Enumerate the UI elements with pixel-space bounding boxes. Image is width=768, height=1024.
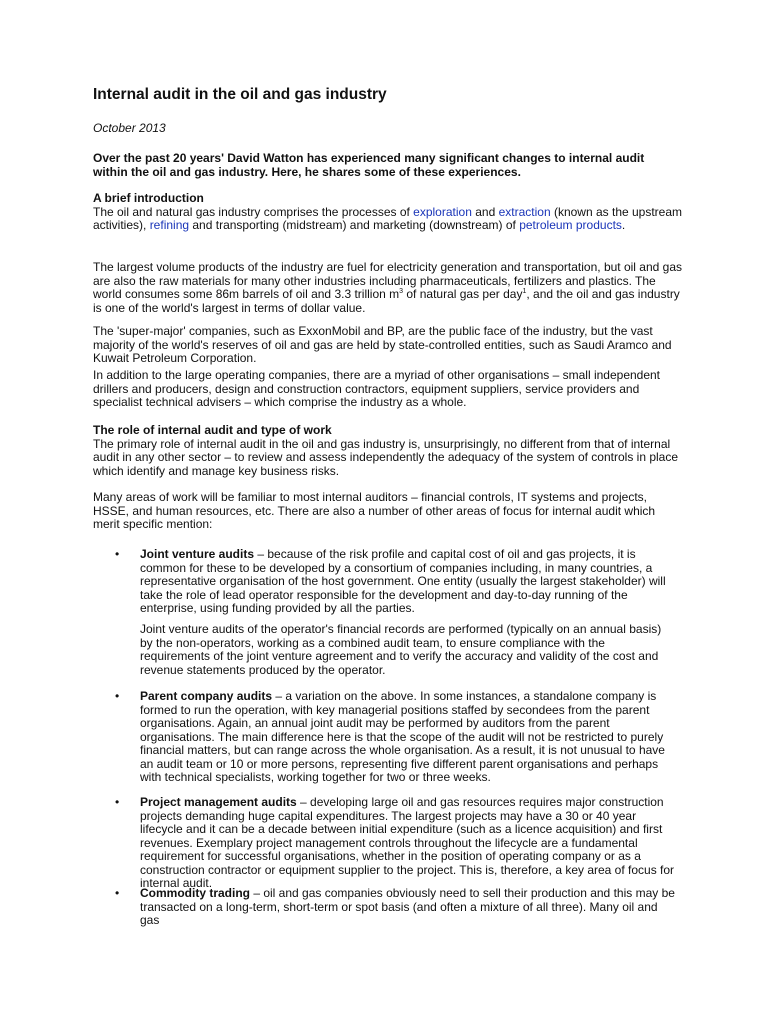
joint-venture-subparagraph: Joint venture audits of the operator's financial records are performed (typically on an annual basis) by the non-operators, working as a combined audit team, to ensure compliance with the requirements of the joint venture agreement and to verify the accuracy and validity of the cost and revenue statements produced by the operator.	[140, 622, 662, 677]
bullet-term: Joint venture audits	[140, 547, 255, 561]
link-refining[interactable]: refining	[149, 218, 190, 232]
intro-paragraph-3: The 'super-major' companies, such as ExxonMobil and BP, are the public face of the industry, but the vast majority of the world's reserves of oil and gas are held by state-controlled entities, such as Saudi Aramco and Kuwait Petroleum Corporation.	[93, 324, 672, 365]
list-item-parent-company: • Parent company audits – a variation on the above. In some instances, a standalone company is formed to run the operation, with key managerial positions staffed by secondees from the parent organisations. Again, an annual joint audit may be performed by auditors from the parent organisations. The main difference here is that the scope of the audit will not be restricted to purely financial matters, but can range across the whole organisation. As a result, it is not unusual to have an audit team or 10 or more persons, representing five different parent organisations and perhaps with technical specialists, working together for two or three weeks.	[115, 689, 665, 784]
list-item-joint-venture: • Joint venture audits – because of the risk profile and capital cost of oil and gas projects, it is common for these to be developed by a consortium of companies including, in many countries, a representative organisation of the host government. One entity (usually the largest stakeholder) will take the role of lead operator responsible for the development and day-to-day running of the enterprise, using funding provided by all the parties.	[115, 547, 666, 615]
list-item-commodity-trading: • Commodity trading – oil and gas companies obviously need to sell their production and this may be transacted on a long-term, short-term or spot basis (and often a mixture of all three). Many oil and gas	[115, 886, 675, 927]
intro-paragraph-1: A brief introduction The oil and natural gas industry comprises the processes of exploration and extraction (known as the upstream activities), refining and transporting (midstream) and marketing (downstream) of petroleum products.	[93, 191, 683, 232]
superscript-cubed: 3	[399, 288, 404, 295]
section-heading-intro: A brief introduction	[93, 191, 204, 205]
bullet-icon: •	[115, 689, 120, 703]
role-paragraph-1: The role of internal audit and type of work The primary role of internal audit in the oil and gas industry is, unsurprisingly, no different from that of internal audit in any other sector – to review and assess independently the adequacy of the system of controls in place which identify and manage key business risks.	[93, 424, 683, 478]
lead-paragraph: Over the past 20 years' David Watton has experienced many significant changes to internal audit within the oil and gas industry. Here, he shares some of these experiences.	[93, 151, 645, 179]
article-date: October 2013	[93, 121, 166, 135]
bullet-term: Parent company audits	[140, 689, 273, 703]
link-exploration[interactable]: exploration	[413, 204, 472, 219]
bullet-term: Project management audits	[140, 795, 297, 809]
bullet-icon: •	[115, 547, 120, 561]
intro-paragraph-4: In addition to the large operating companies, there are a myriad of other organisations – small independent drillers and producers, design and construction contractors, equipment suppliers, service providers and specialist technical advisers – which comprise the industry as a whole.	[93, 368, 661, 409]
list-item-project-management: • Project management audits – developing large oil and gas resources requires major construction projects demanding huge capital expenditures. The largest projects may have a 30 or 40 year lifecycle and it can be a decade between initial expenditure (such as a licence acquisition) and first revenues. Exemplary project management controls throughout the lifecycle are a fundamental requirement for successful organisations, whether in the position of operating company or as a construction contractor or equipment supplier to the project. This is, therefore, a key area of focus for internal audit.	[115, 795, 675, 890]
link-extraction[interactable]: extraction	[498, 204, 551, 219]
bullet-icon: •	[115, 795, 120, 809]
page-title: Internal audit in the oil and gas industry	[93, 86, 387, 103]
bullet-icon: •	[115, 886, 120, 900]
footnote-ref-1[interactable]: 1	[522, 288, 527, 295]
link-petroleum-products[interactable]: petroleum products	[519, 218, 622, 232]
intro-paragraph-2: The largest volume products of the industry are fuel for electricity generation and transportation, but oil and gas are also the raw materials for many other industries including pharmaceuticals, fertilizers and plastics. The world consumes some 86m barrels of oil and 3.3 trillion $m^3$ of natural gas per day$^1$, and the oil and gas industry is one of the world's largest in terms of dollar value.	[93, 260, 682, 315]
section-heading-role: The role of internal audit and type of work	[93, 423, 332, 437]
role-paragraph-2: Many areas of work will be familiar to most internal auditors – financial controls, IT systems and projects, HSSE, and human resources, etc. There are also a number of other areas of focus for internal audit which merit specific mention:	[93, 490, 656, 531]
bullet-term: Commodity trading	[140, 886, 250, 900]
